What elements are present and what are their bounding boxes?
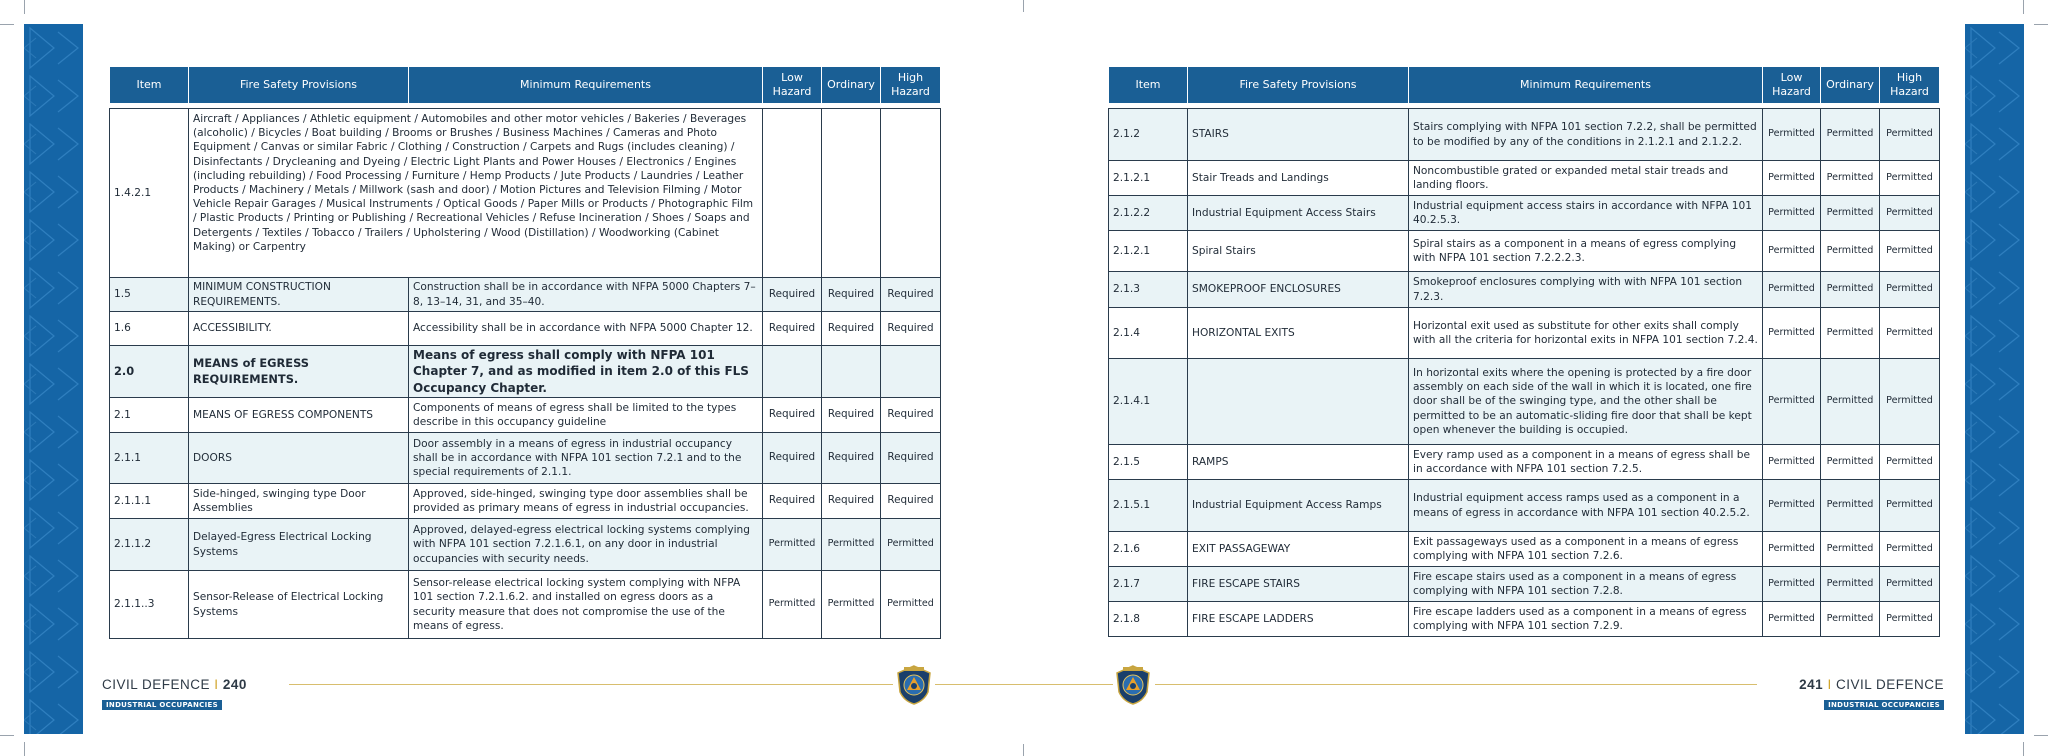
row-high: Permitted xyxy=(1880,196,1940,231)
row-item: 2.1.6 xyxy=(1109,532,1188,567)
row-item: 1.6 xyxy=(110,312,189,346)
row-item: 2.1.2 xyxy=(1109,109,1188,161)
row-ordinary: Permitted xyxy=(1821,480,1880,532)
row-ordinary: Permitted xyxy=(1821,231,1880,272)
header-high-hazard: High Hazard xyxy=(881,67,941,104)
left-footer xyxy=(102,677,247,711)
row-requirement: Spiral stairs as a component in a means of egress complying with NFPA 101 section 7.2.2.2.3. xyxy=(1409,231,1763,272)
footer-title: CIVIL DEFENCE xyxy=(1835,677,1944,692)
footer-separator: I xyxy=(1827,677,1832,692)
row-ordinary: Required xyxy=(822,433,881,484)
row-low: Required xyxy=(763,278,822,312)
row-high: Permitted xyxy=(1880,359,1940,445)
table-row xyxy=(110,346,941,398)
row-ordinary xyxy=(822,109,881,278)
table-row xyxy=(1109,272,1940,308)
footer-separator: I xyxy=(214,677,219,692)
right-footer xyxy=(1799,677,1944,711)
row-low: Permitted xyxy=(1763,308,1821,359)
row-requirement: Industrial equipment access stairs in accordance with NFPA 101 40.2.5.3. xyxy=(1409,196,1763,231)
row-ordinary: Permitted xyxy=(1821,196,1880,231)
row-item: 2.1.2.2 xyxy=(1109,196,1188,231)
row-low: Permitted xyxy=(763,519,822,571)
row-item: 2.1.1.2 xyxy=(110,519,189,571)
crop-mark xyxy=(2023,0,2024,14)
row-item: 2.1.4.1 xyxy=(1109,359,1188,445)
table-row xyxy=(1109,567,1940,602)
table-row xyxy=(110,484,941,519)
row-low: Permitted xyxy=(1763,602,1821,637)
row-high xyxy=(881,346,941,398)
row-low: Permitted xyxy=(1763,480,1821,532)
row-low: Permitted xyxy=(1763,231,1821,272)
row-requirement: Horizontal exit used as substitute for other exits shall comply with all the criteria for horizontal exits in NFPA 101 section 7.2.4. xyxy=(1409,308,1763,359)
row-ordinary: Permitted xyxy=(1821,109,1880,161)
row-high: Permitted xyxy=(1880,308,1940,359)
table-row xyxy=(1109,196,1940,231)
row-item: 1.4.2.1 xyxy=(110,109,189,278)
row-provision: Industrial Equipment Access Ramps xyxy=(1188,480,1409,532)
row-requirement: Approved, delayed-egress electrical locking systems complying with NFPA 101 section 7.2.1.6.1, on any door in industrial occupancies with security needs. xyxy=(409,519,763,571)
table-header-row xyxy=(110,67,941,104)
section-tag: INDUSTRIAL OCCUPANCIES xyxy=(102,700,222,710)
row-item: 2.1.3 xyxy=(1109,272,1188,308)
row-high: Permitted xyxy=(1880,231,1940,272)
crop-mark xyxy=(24,0,25,14)
row-provision: Side-hinged, swinging type Door Assemblies xyxy=(189,484,409,519)
row-requirement: Construction shall be in accordance with NFPA 5000 Chapters 7–8, 13–14, 31, and 35–40. xyxy=(409,278,763,312)
row-ordinary: Permitted xyxy=(1821,567,1880,602)
row-requirement: Accessibility shall be in accordance with NFPA 5000 Chapter 12. xyxy=(409,312,763,346)
row-provision: SMOKEPROOF ENCLOSURES xyxy=(1188,272,1409,308)
header-provisions: Fire Safety Provisions xyxy=(1188,67,1409,104)
row-low: Permitted xyxy=(1763,272,1821,308)
row-item: 2.1.7 xyxy=(1109,567,1188,602)
row-provision: Delayed-Egress Electrical Locking Systems xyxy=(189,519,409,571)
right-fire-safety-table xyxy=(1108,66,1940,637)
right-side-stripe xyxy=(1965,24,2024,734)
page-number: 241 xyxy=(1799,677,1824,692)
row-low: Permitted xyxy=(763,571,822,639)
row-requirement: Fire escape stairs used as a component in a means of egress complying with NFPA 101 section 7.2.8. xyxy=(1409,567,1763,602)
table-row xyxy=(1109,308,1940,359)
row-ordinary: Permitted xyxy=(1821,359,1880,445)
row-requirement: Fire escape ladders used as a component in a means of egress complying with NFPA 101 section 7.2.9. xyxy=(1409,602,1763,637)
row-requirement: Means of egress shall comply with NFPA 101 Chapter 7, and as modified in item 2.0 of this FLS Occupancy Chapter. xyxy=(409,346,763,398)
row-item: 1.5 xyxy=(110,278,189,312)
row-requirement: Stairs complying with NFPA 101 section 7.2.2, shall be permitted to be modified by any of the conditions in 2.1.2.1 and 2.1.2.2. xyxy=(1409,109,1763,161)
page-number: 240 xyxy=(222,677,247,692)
row-requirement: Noncombustible grated or expanded metal stair treads and landing floors. xyxy=(1409,161,1763,196)
footer-rule-right xyxy=(1155,684,1757,685)
crop-mark xyxy=(1023,0,1024,12)
section-tag: INDUSTRIAL OCCUPANCIES xyxy=(1824,700,1944,710)
header-ordinary: Ordinary xyxy=(822,67,881,104)
row-low xyxy=(763,346,822,398)
row-ordinary: Permitted xyxy=(1821,308,1880,359)
row-item: 2.1.2.1 xyxy=(1109,161,1188,196)
table-row xyxy=(110,312,941,346)
row-ordinary: Permitted xyxy=(1821,602,1880,637)
table-row xyxy=(1109,532,1940,567)
row-item: 2.1.1.1 xyxy=(110,484,189,519)
footer-rule-left xyxy=(289,684,893,685)
row-low: Required xyxy=(763,398,822,433)
row-high: Permitted xyxy=(881,571,941,639)
row-ordinary: Required xyxy=(822,312,881,346)
row-provision: FIRE ESCAPE LADDERS xyxy=(1188,602,1409,637)
row-high: Permitted xyxy=(1880,480,1940,532)
row-ordinary: Permitted xyxy=(1821,272,1880,308)
header-provisions: Fire Safety Provisions xyxy=(189,67,409,104)
row-ordinary: Permitted xyxy=(822,571,881,639)
row-low: Required xyxy=(763,312,822,346)
row-requirement: Smokeproof enclosures complying with with NFPA 101 section 7.2.3. xyxy=(1409,272,1763,308)
row-ordinary: Required xyxy=(822,484,881,519)
row-provision: MINIMUM CONSTRUCTION REQUIREMENTS. xyxy=(189,278,409,312)
row-low: Permitted xyxy=(1763,567,1821,602)
row-high: Permitted xyxy=(1880,532,1940,567)
row-high: Permitted xyxy=(1880,272,1940,308)
table-row xyxy=(1109,161,1940,196)
table-row xyxy=(110,433,941,484)
row-low: Permitted xyxy=(1763,532,1821,567)
footer-rule-center xyxy=(935,684,1113,685)
table-row xyxy=(110,278,941,312)
table-header-row xyxy=(1109,67,1940,104)
row-high xyxy=(881,109,941,278)
row-high: Required xyxy=(881,312,941,346)
crop-mark xyxy=(24,742,25,756)
row-item: 2.1 xyxy=(110,398,189,433)
row-provision: EXIT PASSAGEWAY xyxy=(1188,532,1409,567)
row-provision: RAMPS xyxy=(1188,445,1409,480)
row-requirement: Door assembly in a means of egress in industrial occupancy shall be in accordance with NFPA 101 section 7.2.1 and to the special requirements of 2.1.1. xyxy=(409,433,763,484)
row-low: Permitted xyxy=(1763,359,1821,445)
footer-title: CIVIL DEFENCE xyxy=(102,677,211,692)
table-row xyxy=(110,109,941,278)
row-high: Permitted xyxy=(1880,161,1940,196)
row-item: 2.1.4 xyxy=(1109,308,1188,359)
row-high: Permitted xyxy=(881,519,941,571)
row-ordinary: Permitted xyxy=(1821,161,1880,196)
crop-mark xyxy=(1023,744,1024,756)
row-provision: Industrial Equipment Access Stairs xyxy=(1188,196,1409,231)
table-row xyxy=(110,571,941,639)
table-row xyxy=(1109,359,1940,445)
row-high: Required xyxy=(881,433,941,484)
header-requirements: Minimum Requirements xyxy=(409,67,763,104)
row-requirement: Components of means of egress shall be limited to the types describe in this occupancy guideline xyxy=(409,398,763,433)
row-high: Required xyxy=(881,484,941,519)
row-high: Required xyxy=(881,278,941,312)
table-row xyxy=(1109,602,1940,637)
row-low: Permitted xyxy=(1763,161,1821,196)
row-item: 2.1.1 xyxy=(110,433,189,484)
civil-defence-emblem-icon xyxy=(1113,664,1153,706)
row-provision: Spiral Stairs xyxy=(1188,231,1409,272)
crop-mark xyxy=(2023,742,2024,756)
row-provision: Stair Treads and Landings xyxy=(1188,161,1409,196)
row-ordinary: Required xyxy=(822,278,881,312)
row-item: 2.0 xyxy=(110,346,189,398)
row-high: Permitted xyxy=(1880,602,1940,637)
crop-mark xyxy=(2034,24,2048,25)
row-provision: ACCESSIBILITY. xyxy=(189,312,409,346)
row-high: Required xyxy=(881,398,941,433)
left-side-stripe xyxy=(24,24,83,734)
row-low: Required xyxy=(763,484,822,519)
row-item: 2.1.1..3 xyxy=(110,571,189,639)
row-low: Permitted xyxy=(1763,109,1821,161)
crop-mark xyxy=(0,24,14,25)
header-item: Item xyxy=(1109,67,1188,104)
row-provision: DOORS xyxy=(189,433,409,484)
row-provision xyxy=(1188,359,1409,445)
table-row xyxy=(1109,480,1940,532)
row-low: Permitted xyxy=(1763,196,1821,231)
left-page xyxy=(109,66,940,639)
row-item: 2.1.5 xyxy=(1109,445,1188,480)
row-ordinary: Permitted xyxy=(1821,532,1880,567)
header-item: Item xyxy=(110,67,189,104)
row-requirement: In horizontal exits where the opening is protected by a fire door assembly on each side of the wall in which it is located, one fire door shall be of the swinging type, and the other shall be permitted to be an automatic-sliding fire door that shall be kept open whenever the building is occupied. xyxy=(1409,359,1763,445)
row-high: Permitted xyxy=(1880,109,1940,161)
row-high: Permitted xyxy=(1880,445,1940,480)
header-low-hazard: Low Hazard xyxy=(1763,67,1821,104)
row-item: 2.1.5.1 xyxy=(1109,480,1188,532)
header-requirements: Minimum Requirements xyxy=(1409,67,1763,104)
crop-mark xyxy=(2034,735,2048,736)
row-ordinary xyxy=(822,346,881,398)
table-row xyxy=(110,519,941,571)
row-low: Required xyxy=(763,433,822,484)
table-row xyxy=(1109,445,1940,480)
row-requirement: Exit passageways used as a component in a means of egress complying with NFPA 101 section 7.2.6. xyxy=(1409,532,1763,567)
left-fire-safety-table xyxy=(109,66,941,639)
row-requirement: Approved, side-hinged, swinging type door assemblies shall be provided as primary means of egress in industrial occupancies. xyxy=(409,484,763,519)
row-provision: Sensor-Release of Electrical Locking Systems xyxy=(189,571,409,639)
row-provision: FIRE ESCAPE STAIRS xyxy=(1188,567,1409,602)
table-row xyxy=(110,398,941,433)
row-provision: HORIZONTAL EXITS xyxy=(1188,308,1409,359)
crop-mark xyxy=(0,735,14,736)
civil-defence-emblem-icon xyxy=(894,664,934,706)
row-provision: STAIRS xyxy=(1188,109,1409,161)
row-low: Permitted xyxy=(1763,445,1821,480)
row-provision: Aircraft / Appliances / Athletic equipment / Automobiles and other motor vehicles / Bakeries / Beverages (alcoholic) / Bicycles / Boat building / Brooms or Brushes / Business Machines / Cameras and Photo Equipment / Canvas or similar Fabric / Clothing / Construction / Carpets and Rugs (includes cleaning) / Disinfectants / Drycleaning and Dyeing / Electric Light Plants and Power Houses / Electronics / Engines (including rebuilding) / Food Processing / Furniture / Hemp Products / Jute Products / Laundries / Leather Products / Machinery / Metals / Millwork (sash and door) / Motion Pictures and Television Filming / Motor Vehicle Repair Garages / Musical Instruments / Optical Goods / Paper Mills or Products / Photographic Film / Plastic Products / Printing or Publishing / Recreational Vehicles / Refuse Incineration / Shoes / Soaps and Detergents / Textiles / Tobacco / Trailers / Upholstering / Wood (Distillation) / Woodworking (Cabinet Making) or Carpentry xyxy=(189,109,763,278)
row-ordinary: Required xyxy=(822,398,881,433)
row-low xyxy=(763,109,822,278)
row-provision: MEANS of EGRESS REQUIREMENTS. xyxy=(189,346,409,398)
row-ordinary: Permitted xyxy=(1821,445,1880,480)
row-item: 2.1.8 xyxy=(1109,602,1188,637)
header-high-hazard: High Hazard xyxy=(1880,67,1940,104)
row-requirement: Industrial equipment access ramps used as a component in a means of egress in accordance with NFPA 101 section 40.2.5.2. xyxy=(1409,480,1763,532)
row-requirement: Every ramp used as a component in a means of egress shall be in accordance with NFPA 101 section 7.2.5. xyxy=(1409,445,1763,480)
table-row xyxy=(1109,109,1940,161)
header-low-hazard: Low Hazard xyxy=(763,67,822,104)
row-requirement: Sensor-release electrical locking system complying with NFPA 101 section 7.2.1.6.2. and installed on egress doors as a security measure that does not compromise the use of the means of egress. xyxy=(409,571,763,639)
row-high: Permitted xyxy=(1880,567,1940,602)
table-row xyxy=(1109,231,1940,272)
header-ordinary: Ordinary xyxy=(1821,67,1880,104)
row-ordinary: Permitted xyxy=(822,519,881,571)
row-item: 2.1.2.1 xyxy=(1109,231,1188,272)
row-provision: MEANS OF EGRESS COMPONENTS xyxy=(189,398,409,433)
right-page xyxy=(1108,66,1939,637)
